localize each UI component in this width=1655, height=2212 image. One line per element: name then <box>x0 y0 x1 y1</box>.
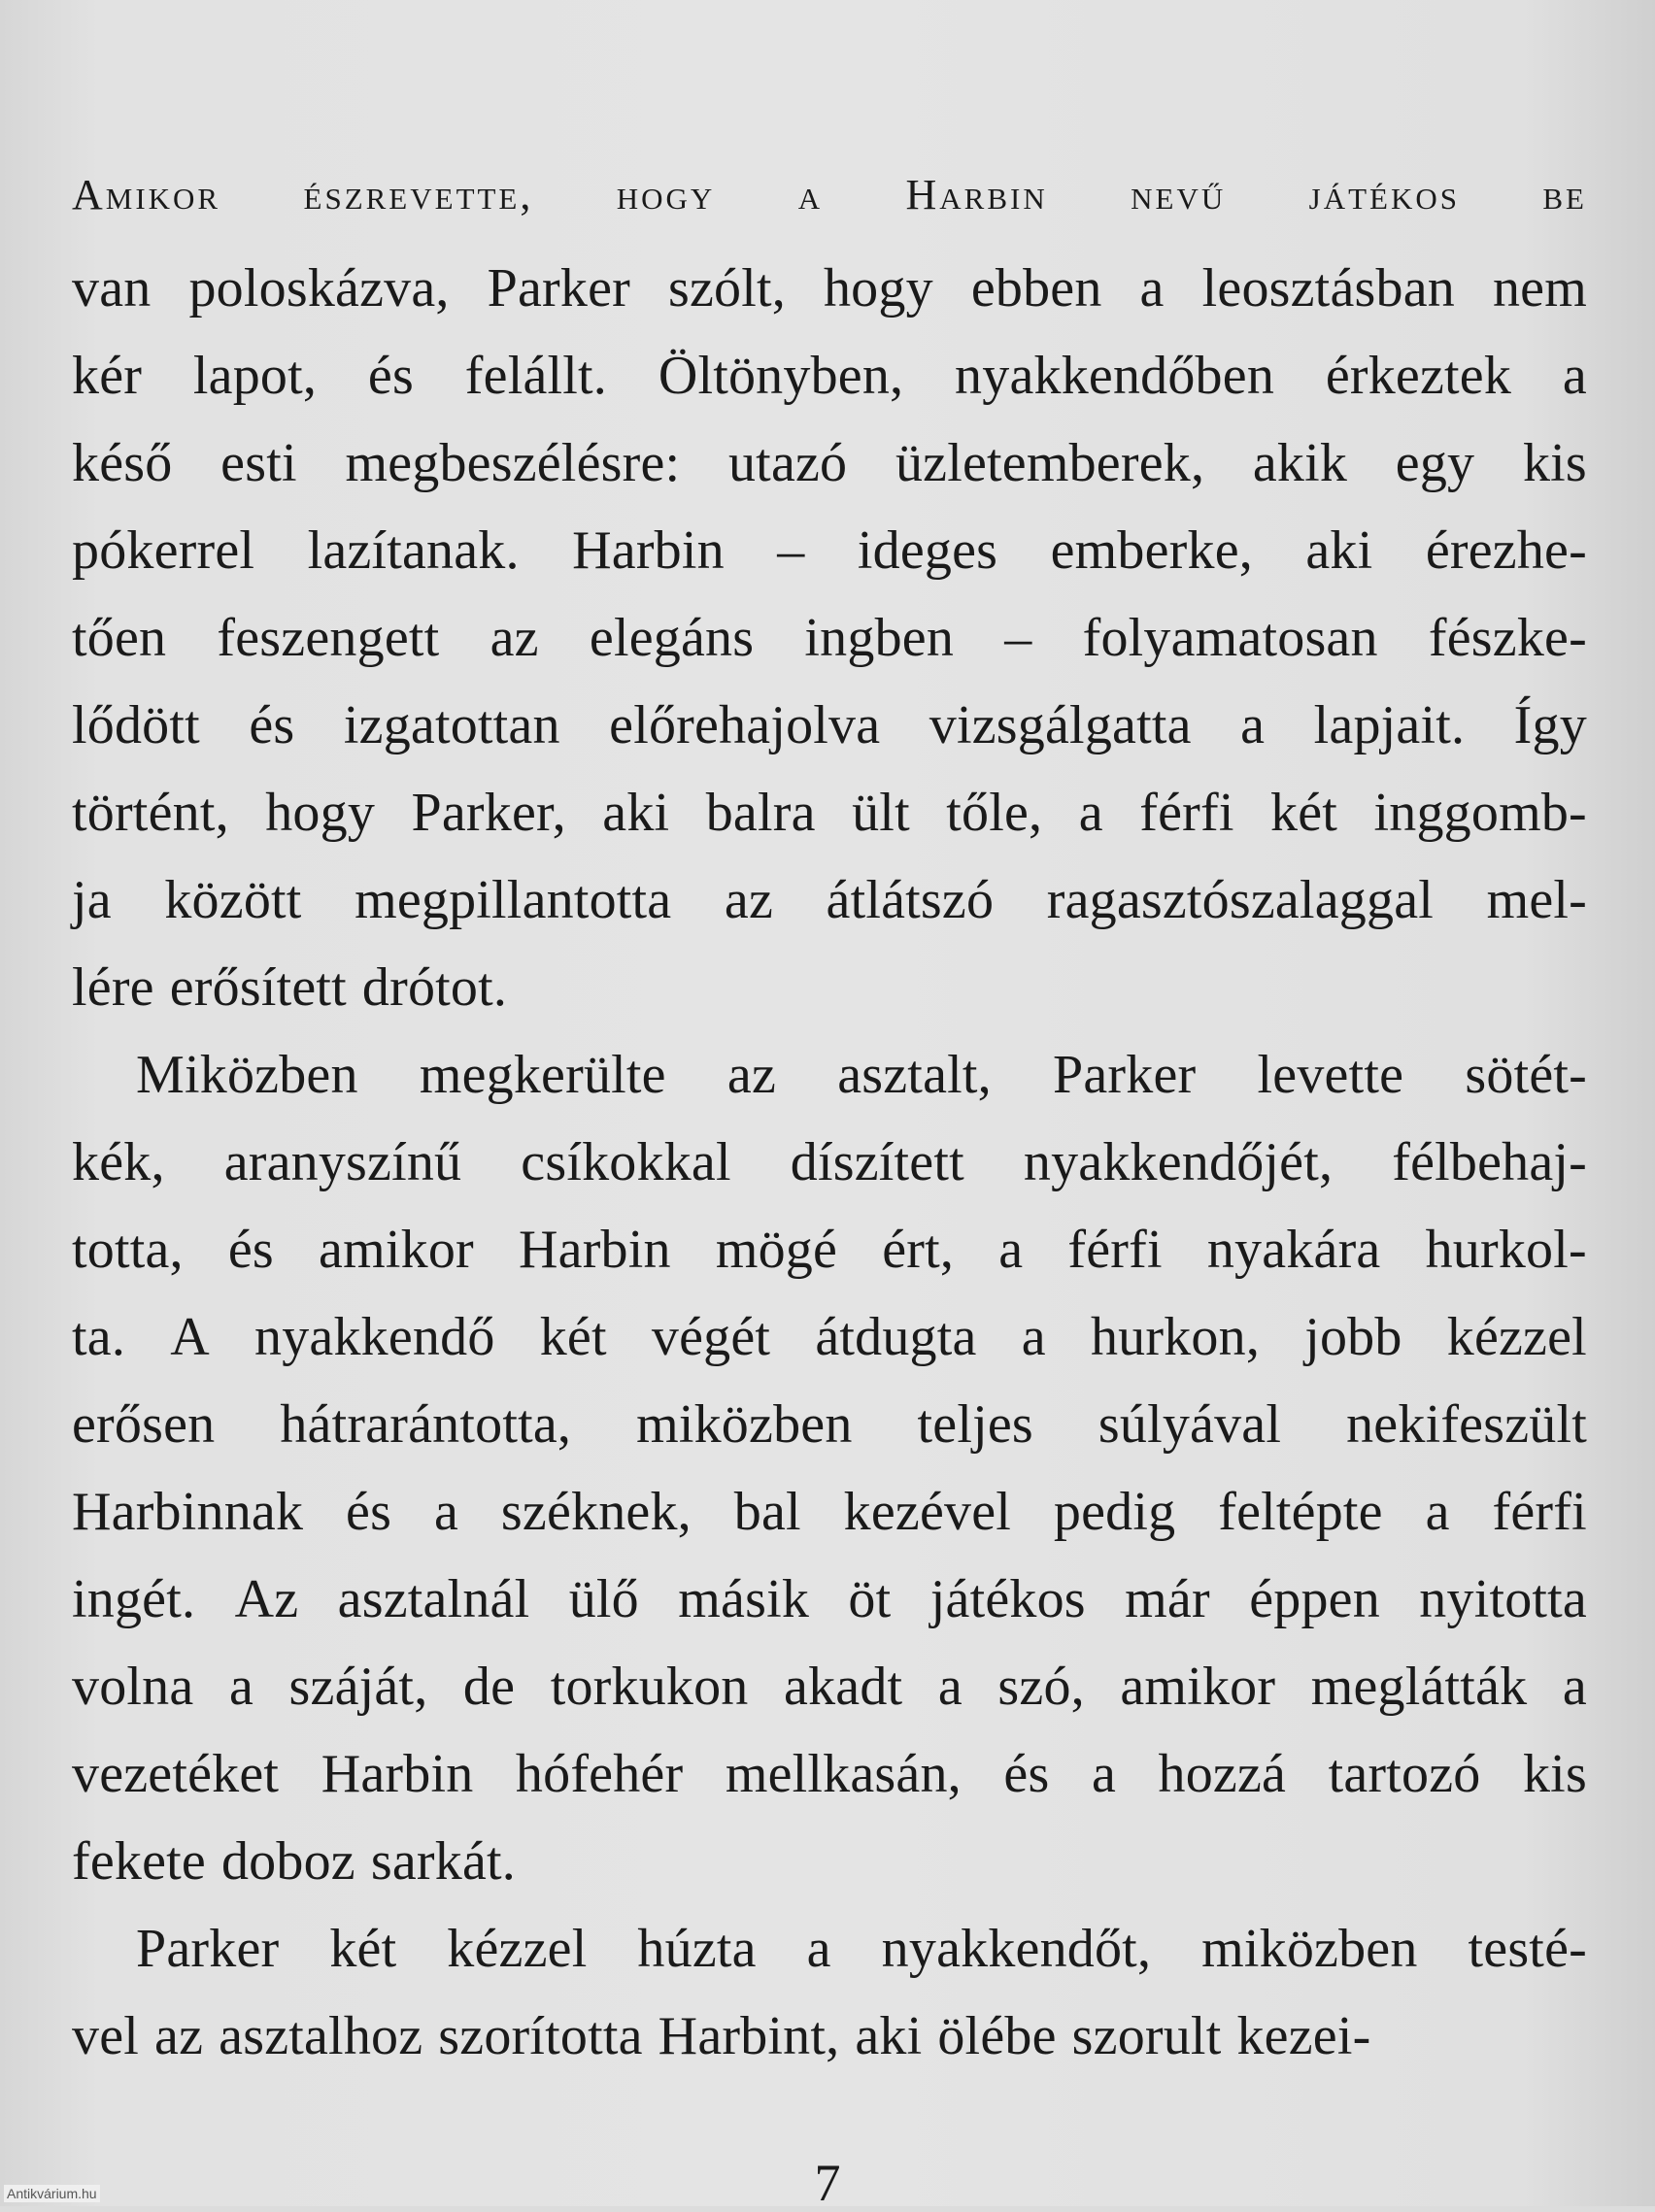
text-line: Harbinnak és a széknek, bal kezével pedig feltépte a férfi <box>72 1482 1587 1542</box>
paragraph <box>72 1918 1587 2093</box>
text-line: késő esti megbeszélésre: utazó üzletemberek, akik egy kis <box>72 433 1587 493</box>
text-line: tően feszengett az elegáns ingben – folyamatosan fészke- <box>72 608 1587 668</box>
text-line: vezetéket Harbin hófehér mellkasán, és a hozzá tartozó kis <box>72 1744 1587 1804</box>
text-line: vel az asztalhoz szorította Harbint, aki ölébe szorult kezei- <box>72 2006 1371 2066</box>
text-line: van poloskázva, Parker szólt, hogy ebben a leosztásban nem <box>72 258 1587 318</box>
text-line: ja között megpillantotta az átlátszó ragasztószalaggal mel- <box>72 870 1587 930</box>
text-line: ta. A nyakkendő két végét átdugta a hurkon, jobb kézzel <box>72 1307 1587 1367</box>
text-line: pókerrel lazítanak. Harbin – ideges emberke, aki érezhe- <box>72 520 1587 581</box>
paragraph <box>72 170 1587 1044</box>
paragraph <box>72 1044 1587 1918</box>
text-line: erősen hátrarántotta, miközben teljes súlyával nekifeszült <box>72 1394 1587 1455</box>
text-line: Amikor észrevette, hogy a Harbin nevű játékos be <box>72 171 1587 218</box>
text-line: lődött és izgatottan előrehajolva vizsgálgatta a lapjait. Így <box>72 695 1587 755</box>
text-line: Miközben megkerülte az asztalt, Parker levette sötét- <box>136 1045 1587 1105</box>
text-line: lére erősített drótot. <box>72 957 508 1018</box>
body-text <box>72 170 1587 2093</box>
text-line: kék, aranyszínű csíkokkal díszített nyakkendőjét, félbehaj- <box>72 1132 1587 1192</box>
page-number: 7 <box>814 2154 841 2212</box>
text-line: Parker két kézzel húzta a nyakkendőt, miközben testé- <box>136 1919 1587 1979</box>
text-line: totta, és amikor Harbin mögé ért, a férfi nyakára hurkol- <box>72 1220 1587 1280</box>
text-line: ingét. Az asztalnál ülő másik öt játékos már éppen nyitotta <box>72 1569 1587 1629</box>
text-line: történt, hogy Parker, aki balra ült tőle, a férfi két inggomb- <box>72 783 1587 843</box>
text-line: kér lapot, és felállt. Öltönyben, nyakkendőben érkeztek a <box>72 346 1587 406</box>
text-line: volna a száját, de torkukon akadt a szó, amikor meglátták a <box>72 1657 1587 1717</box>
watermark: Antikvárium.hu <box>4 2185 100 2202</box>
text-line: fekete doboz sarkát. <box>72 1831 516 1892</box>
